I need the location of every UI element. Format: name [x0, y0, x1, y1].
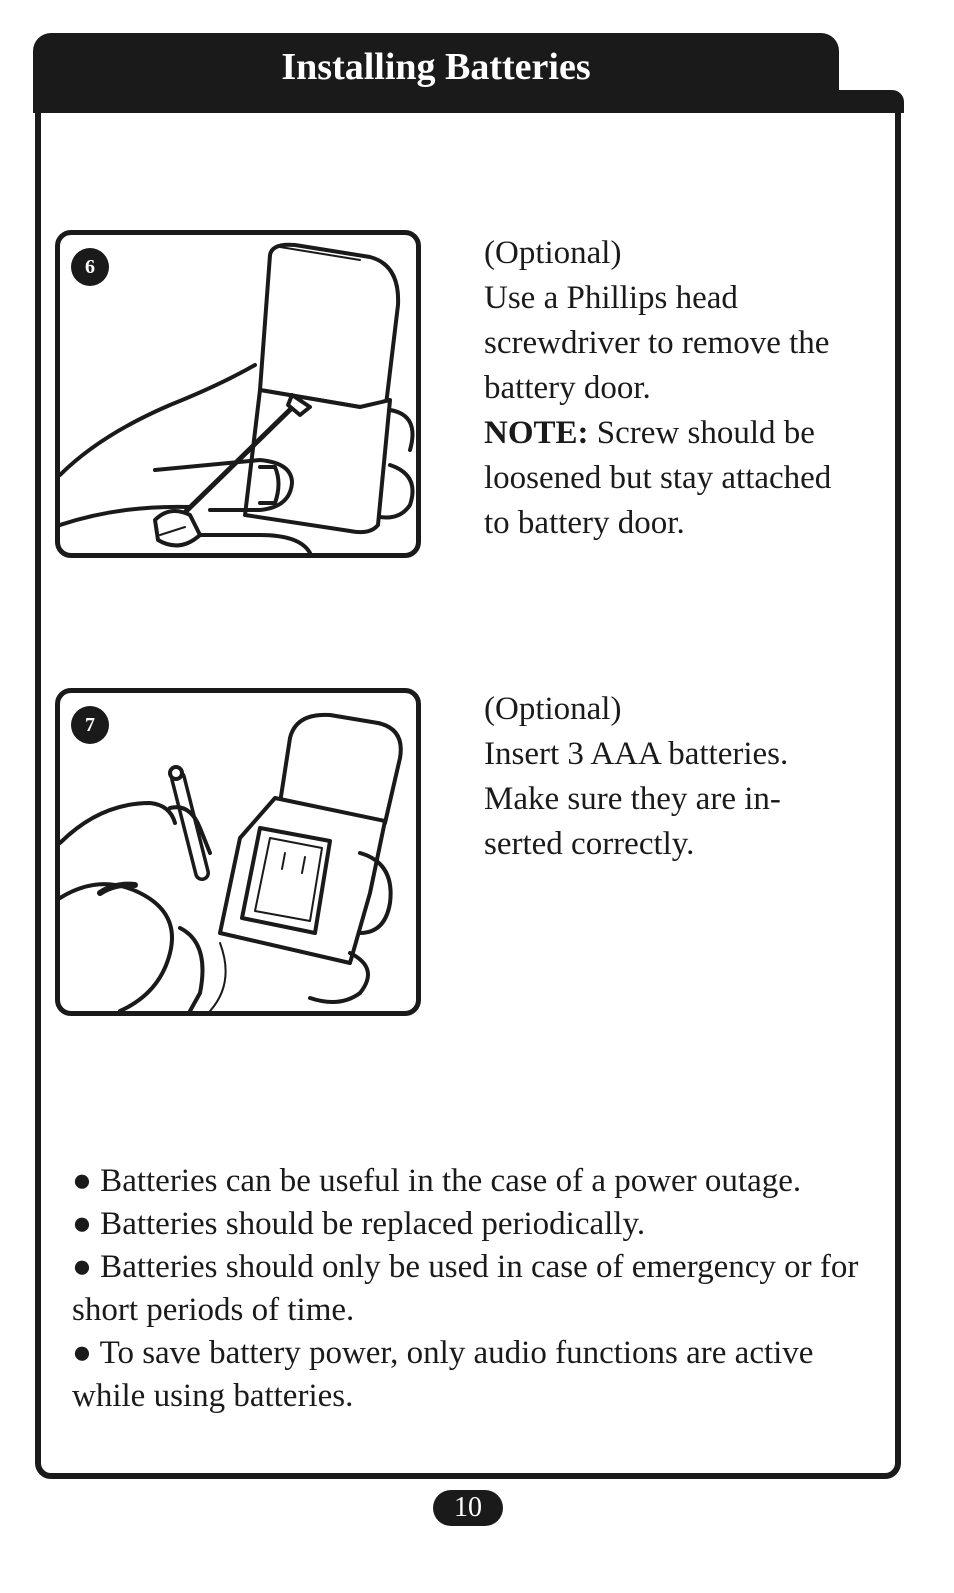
screwdriver-hand-illustration	[60, 235, 416, 553]
step-text-line: loosened but stay attached	[484, 460, 832, 496]
step-text-line: to battery door.	[484, 505, 685, 541]
battery-notes-list	[72, 1160, 892, 1418]
step-text-line: serted correctly.	[484, 826, 695, 862]
bullet-item: ● To save battery power, only audio functions are active while using batteries.	[72, 1335, 814, 1414]
step-text-line: (Optional)	[484, 235, 622, 271]
step-7-instructions	[484, 687, 894, 867]
step-text-line: battery door.	[484, 370, 651, 406]
step-7-illustration	[55, 688, 421, 1016]
battery-insert-illustration	[60, 693, 416, 1011]
step-text-line: (Optional)	[484, 691, 622, 727]
step-text-line: screwdriver to remove the	[484, 325, 830, 361]
step-number-badge: 6	[71, 248, 109, 286]
step-number-badge: 7	[71, 706, 109, 744]
bullet-item: ● Batteries should be replaced periodically.	[72, 1206, 646, 1242]
step-text-line: Use a Phillips head	[484, 280, 738, 316]
note-line	[484, 411, 894, 456]
step-text-line: Make sure they are in-	[484, 781, 781, 817]
step-text-line: Insert 3 AAA batteries.	[484, 736, 789, 772]
step-6-illustration	[55, 230, 421, 558]
step-6-instructions	[484, 231, 894, 546]
note-text: Screw should be	[588, 415, 815, 451]
bullet-item: ● Batteries can be useful in the case of a power outage.	[72, 1163, 802, 1199]
note-label: NOTE:	[484, 415, 589, 451]
page-number: 10	[433, 1490, 503, 1526]
bullet-item: ● Batteries should only be used in case of emergency or for short periods of time.	[72, 1249, 859, 1328]
page-title: Installing Batteries	[281, 46, 591, 88]
